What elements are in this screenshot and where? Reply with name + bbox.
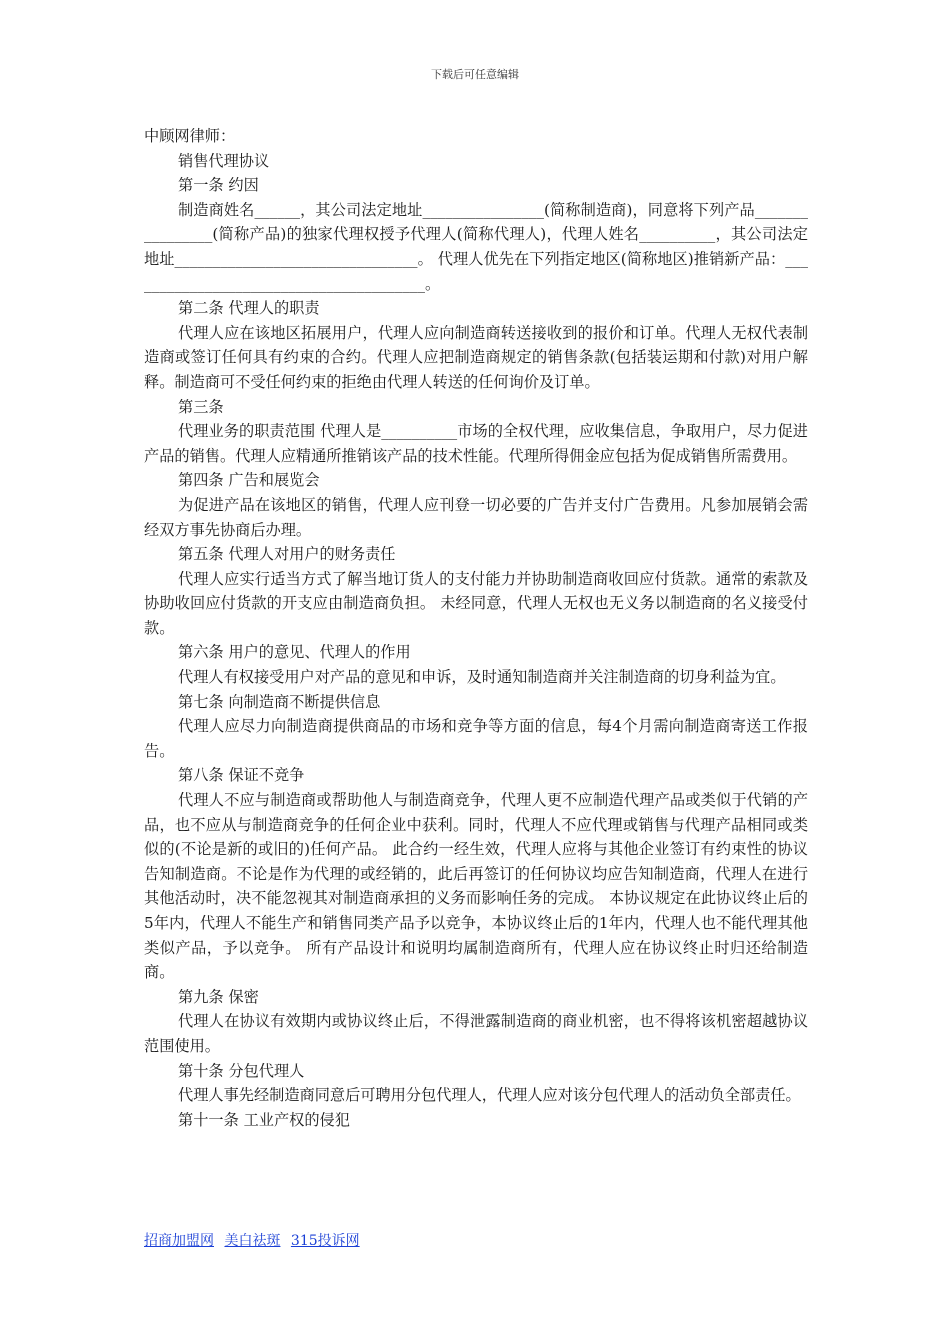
paragraph: 代理人应实行适当方式了解当地订货人的支付能力并协助制造商收回应付货款。通常的索款及协助收回应付货款的开支应由制造商负担。 未经同意，代理人无权也无义务以制造商的名义接受付款。 [144, 569, 808, 637]
footer-link-franchise[interactable]: 招商加盟网 [144, 1233, 214, 1249]
clause-heading: 第三条 [178, 397, 224, 416]
clause-heading: 第二条 代理人的职责 [178, 299, 320, 318]
clause-heading: 第七条 向制造商不断提供信息 [178, 692, 381, 711]
paragraph: 代理人应尽力向制造商提供商品的市场和竞争等方面的信息，每4个月需向制造商寄送工作报告。 [144, 717, 808, 760]
clause-heading: 第五条 代理人对用户的财务责任 [178, 545, 396, 564]
contract-body [144, 124, 808, 1132]
paragraph: 代理人不应与制造商或帮助他人与制造商竞争，代理人更不应制造代理产品或类似于代销的产品，也不应从与制造商竞争的任何企业中获利。同时，代理人不应代理或销售与代理产品相同或类似的(不论是新的或旧的)任何产品。 此合约一经生效，代理人应将与其他企业签订有约束性的协议告知制造商。不论是作为代理的或经销的，此后再签订的任何协议均应告知制造商，代理人在进行其他活动时，决不能忽视其对制造商承担的义务而影响任务的完成。 本协议规定在此协议终止后的5年内，代理人不能生产和销售同类产品予以竞争，本协议终止后的1年内，代理人也不能代理其他类似产品，予以竞争。 所有产品设计和说明均属制造商所有，代理人应在协议终止时归还给制造商。 [144, 791, 808, 982]
paragraph: 代理人事先经制造商同意后可聘用分包代理人，代理人应对该分包代理人的活动负全部责任。 [178, 1086, 801, 1105]
footer-link-complaint[interactable]: 315投诉网 [290, 1233, 360, 1249]
clause-heading: 第十条 分包代理人 [178, 1061, 305, 1080]
clause-heading: 第十一条 工业产权的侵犯 [178, 1110, 350, 1129]
paragraph: 制造商姓名______，其公司法定地址________________(简称制造商)，同意将下列产品________________(简称产品)的独家代理权授予代理人(简称代理人)，代理人姓名__________，其公司法定地址________________________________。 代理人优先在下列指定地区(简称地区)推销新产品：________________________________________。 [144, 200, 808, 293]
paragraph: 为促进产品在该地区的销售，代理人应刊登一切必要的广告并支付广告费用。凡参加展销会需经双方事先协商后办理。 [144, 495, 808, 539]
paragraph: 代理人有权接受用户对产品的意见和申诉，及时通知制造商并关注制造商的切身利益为宜。 [178, 668, 786, 687]
paragraph: 销售代理协议 [178, 151, 270, 170]
clause-heading: 第九条 保密 [178, 987, 259, 1006]
paragraph: 代理业务的职责范围 代理人是__________市场的全权代理，应收集信息，争取用户，尽力促进产品的销售。代理人应精通所推销该产品的技术性能。代理所得佣金应包括为促成销售所需费用。 [144, 422, 808, 465]
paragraph: 代理人应在该地区拓展用户，代理人应向制造商转送接收到的报价和订单。代理人无权代表制造商或签订任何具有约束的合约。代理人应把制造商规定的销售条款(包括装运期和付款)对用户解释。制造商可不受任何约束的拒绝由代理人转送的任何询价及订单。 [144, 323, 808, 391]
footer-links [144, 1230, 366, 1250]
paragraph: 代理人在协议有效期内或协议终止后，不得泄露制造商的商业机密，也不得将该机密超越协议范围使用。 [144, 1012, 808, 1055]
clause-heading: 第四条 广告和展览会 [178, 471, 320, 490]
paragraph: 中顾网律师： [144, 127, 236, 145]
clause-heading: 第八条 保证不竞争 [178, 766, 305, 785]
page-header-note: 下载后可任意编辑 [431, 68, 519, 81]
clause-heading: 第一条 约因 [178, 176, 259, 195]
clause-heading: 第六条 用户的意见、代理人的作用 [178, 643, 411, 662]
footer-link-whitening[interactable]: 美白祛斑 [224, 1233, 281, 1249]
